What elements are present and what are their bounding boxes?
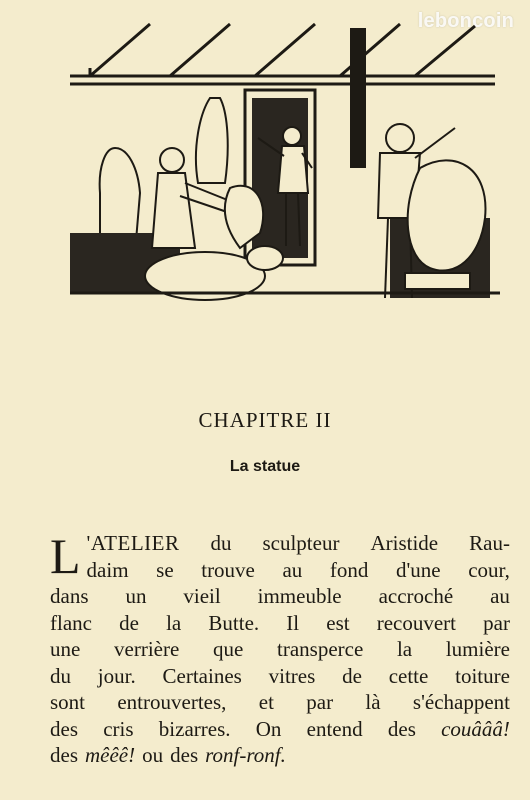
sculptor-workshop-illustration (60, 18, 505, 308)
text-line: des mêêê! ou des ronf-ronf. (50, 743, 286, 767)
section-title: La statue (229, 458, 301, 475)
watermark-logo: leboncoin (417, 10, 514, 32)
text-line: des cris bizarres. On entend des couâââ! (50, 716, 510, 741)
text-line: une verrière que transperce la lumière (50, 637, 510, 661)
chapter-title: CHAPITRE II (198, 408, 332, 432)
text-line: daim se trouve au fond d'une cour, (86, 557, 510, 582)
drop-cap: L (50, 528, 81, 584)
text-line: dans un vieil immeuble accroché au (50, 584, 510, 608)
text-line: flanc de la Butte. Il est recouvert par (50, 610, 510, 635)
text-line: 'ATELIER du sculpteur Aristide Rau- (86, 531, 510, 555)
text-line: du jour. Certaines vitres de cette toiture (50, 663, 510, 688)
text-line: sont entrouvertes, et par là s'échappent (50, 690, 510, 714)
body-paragraph (50, 530, 510, 769)
